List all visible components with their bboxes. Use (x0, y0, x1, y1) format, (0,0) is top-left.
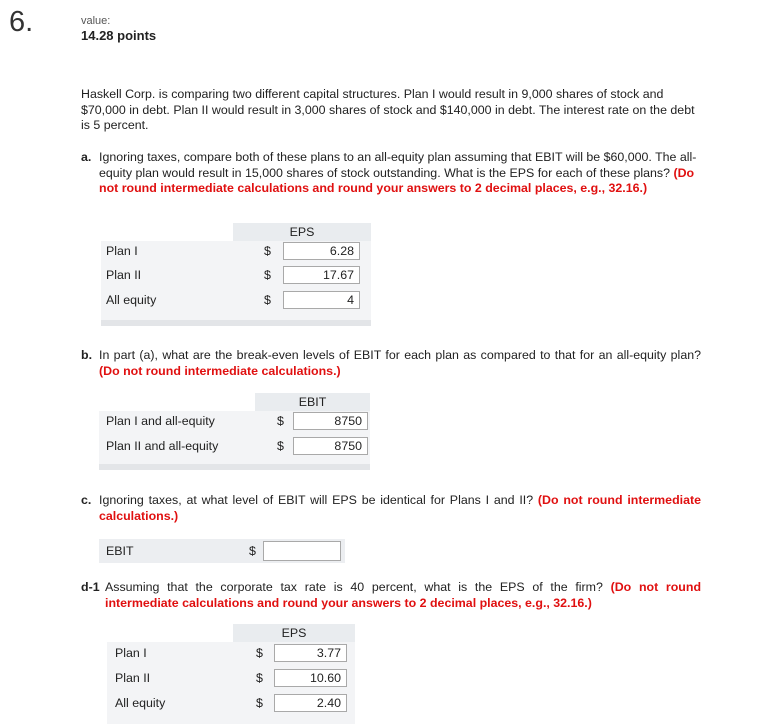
part-c-label: c. (81, 493, 92, 507)
dollar-sign: $ (256, 671, 263, 685)
dollar-sign: $ (277, 439, 284, 453)
part-b-bottom-bar (99, 464, 370, 470)
part-d1-row-label: Plan I (115, 646, 147, 660)
part-a-plan1-eps-input[interactable]: 6.28 (283, 242, 360, 260)
part-c-instruction: (Do not round intermediate calculations.) (99, 493, 701, 523)
part-b-text: In part (a), what are the break-even levels of EBIT for each plan as compared to that for an all-equity plan? (99, 348, 701, 362)
dollar-sign: $ (264, 244, 271, 258)
dollar-sign: $ (264, 293, 271, 307)
part-c-ebit-input[interactable] (263, 541, 341, 561)
value-label: value: (81, 15, 111, 27)
part-c-prompt (81, 493, 701, 524)
part-d1-plan2-eps-input[interactable]: 10.60 (274, 669, 347, 687)
part-d1-plan1-eps-input[interactable]: 3.77 (274, 644, 347, 662)
part-d1-text: Assuming that the corporate tax rate is 40 percent, what is the EPS of the firm? (105, 580, 603, 594)
part-a-instruction: (Do not round intermediate calculations and round your answers to 2 decimal places, e.g., 32.16.) (99, 165, 695, 195)
dollar-sign: $ (277, 414, 284, 428)
part-d1-instruction: (Do not round intermediate calculations and round your answers to 2 decimal places, e.g., 32.16.) (105, 580, 702, 610)
dollar-sign: $ (256, 646, 263, 660)
part-b-row-label: Plan II and all-equity (106, 439, 219, 453)
part-b-row-label: Plan I and all-equity (106, 414, 215, 428)
points-value: 14.28 points (81, 28, 157, 43)
part-d1-header: EPS (233, 624, 355, 642)
part-a-label: a. (81, 150, 92, 164)
part-a-text: Ignoring taxes, compare both of these plans to an all-equity plan assuming that EBIT will be $60,000. The all-equity plan would result in 15,000 shares of stock outstanding. What is the EPS for each of these plans? (99, 150, 697, 180)
part-b-header: EBIT (255, 393, 370, 411)
part-b-prompt (81, 348, 701, 379)
dollar-sign: $ (249, 544, 256, 558)
part-b-instruction: (Do not round intermediate calculations.) (99, 363, 341, 378)
part-d1-allequity-eps-input[interactable]: 2.40 (274, 694, 347, 712)
part-a-row-label: All equity (106, 293, 157, 307)
part-a-plan2-eps-input[interactable]: 17.67 (283, 266, 360, 284)
part-a-allequity-eps-input[interactable]: 4 (283, 291, 360, 309)
part-d1-label: d-1 (81, 580, 100, 594)
question-intro: Haskell Corp. is comparing two different capital structures. Plan I would result in 9,000 shares of stock and $70,000 in debt. Plan II would result in 3,000 shares of stock and $140,000 in debt. The interest rate on the debt is 5 percent. (81, 87, 695, 132)
part-d1-row-label: All equity (115, 696, 166, 710)
part-b-label: b. (81, 348, 93, 362)
question-number: 6. (9, 6, 34, 38)
part-c-row-label: EBIT (106, 544, 134, 558)
part-b-plan1-ebit-input[interactable]: 8750 (293, 412, 368, 430)
part-c-text: Ignoring taxes, at what level of EBIT will EPS be identical for Plans I and II? (99, 493, 534, 507)
part-d1-row-label: Plan II (115, 671, 151, 685)
part-a-row-label: Plan I (106, 244, 138, 258)
dollar-sign: $ (256, 696, 263, 710)
part-a-bottom-bar (101, 320, 371, 326)
part-a-row-label: Plan II (106, 268, 142, 282)
part-a-prompt (81, 150, 701, 197)
part-b-plan2-ebit-input[interactable]: 8750 (293, 437, 368, 455)
part-d1-prompt (81, 580, 701, 611)
part-a-header: EPS (233, 223, 371, 241)
dollar-sign: $ (264, 268, 271, 282)
